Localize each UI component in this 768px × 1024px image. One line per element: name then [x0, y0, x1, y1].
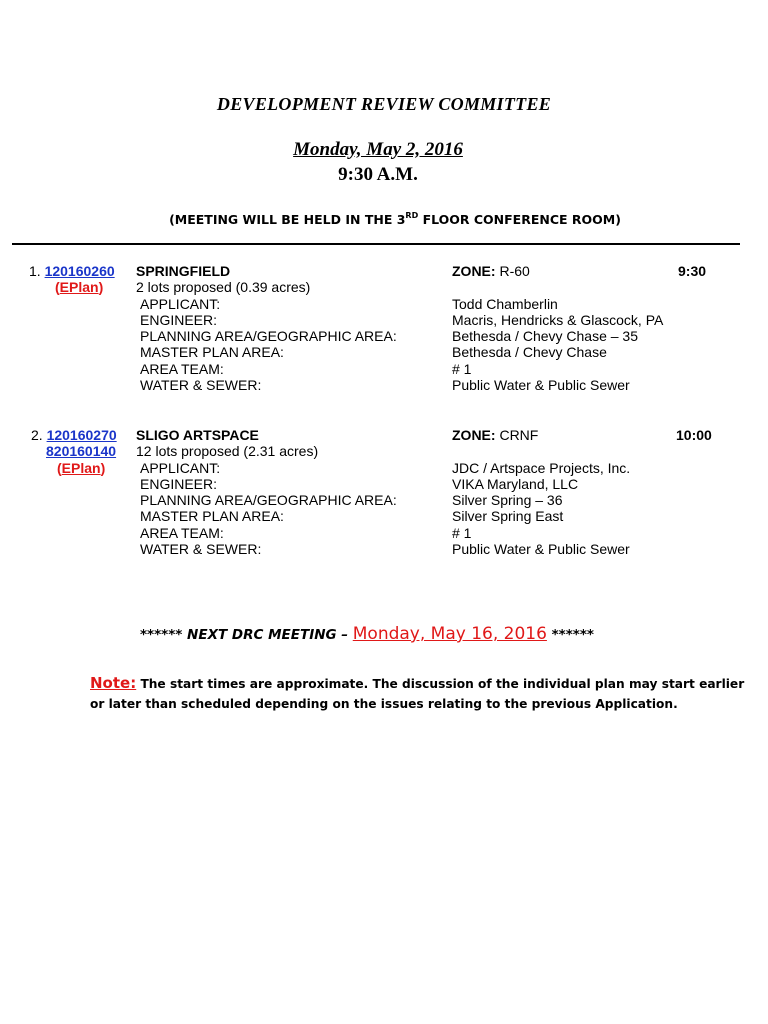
item-1-zone-label: ZONE:: [452, 263, 496, 279]
item-2-applicant: JDC / Artspace Projects, Inc.: [452, 460, 631, 476]
item-2-zone: [452, 427, 538, 443]
item-2-eplan-text[interactable]: EPlan: [61, 460, 101, 476]
item-2-zone-value: CRNF: [499, 427, 539, 443]
item-1-area-team: # 1: [452, 361, 472, 377]
note-label: Note:: [90, 674, 137, 692]
note-paragraph: [90, 673, 750, 714]
location-text: (MEETING WILL BE HELD IN THE 3: [169, 212, 406, 227]
meeting-time: 9:30 A.M.: [338, 164, 418, 185]
item-1-number-row: [29, 263, 115, 279]
document-title: DEVELOPMENT REVIEW COMMITTEE: [216, 94, 552, 114]
next-meeting-suffix: ******: [546, 627, 594, 643]
location-superscript: RD: [405, 211, 419, 220]
item-2-master-plan: Silver Spring East: [452, 508, 564, 524]
item-1-planning-area: Bethesda / Chevy Chase – 35: [452, 328, 639, 344]
item-1-lots: 2 lots proposed (0.39 acres): [136, 279, 311, 295]
item-1-engineer: Macris, Hendricks & Glascock, PA: [452, 312, 664, 328]
item-2-plan-link-2-row: [46, 443, 116, 459]
item-2-number: 2.: [31, 427, 43, 443]
item-2-engineer-label: ENGINEER:: [140, 476, 218, 492]
note-text: The start times are approximate. The discussion of the individual plan may start earlier or later than scheduled depending on the issues relating to the previous Application.: [90, 677, 745, 711]
header-divider: [12, 243, 740, 245]
item-2-name: SLIGO ARTSPACE: [136, 427, 259, 443]
item-2-water-sewer-label: WATER & SEWER:: [140, 541, 262, 557]
item-1-applicant-label: APPLICANT:: [140, 296, 221, 312]
meeting-date: Monday, May 2, 2016: [293, 139, 463, 160]
item-1-time: 9:30: [678, 263, 707, 279]
location-text-end: FLOOR CONFERENCE ROOM): [418, 212, 621, 227]
item-1-water-sewer: Public Water & Public Sewer: [452, 377, 630, 393]
item-1-zone: [452, 263, 530, 279]
item-2-planning-area: Silver Spring – 36: [452, 492, 563, 508]
item-2-area-team-label: AREA TEAM:: [140, 525, 224, 541]
item-2-planning-label: PLANNING AREA/GEOGRAPHIC AREA:: [140, 492, 397, 508]
next-meeting-date: Monday, May 16, 2016: [352, 624, 547, 644]
item-2-area-team: # 1: [452, 525, 472, 541]
item-2-applicant-label: APPLICANT:: [140, 460, 221, 476]
item-2-lots: 12 lots proposed (2.31 acres): [136, 443, 319, 459]
item-1-water-sewer-label: WATER & SEWER:: [140, 377, 262, 393]
item-1-number: 1.: [29, 263, 41, 279]
item-2-master-plan-label: MASTER PLAN AREA:: [140, 508, 284, 524]
item-1-plan-link[interactable]: 120160260: [44, 263, 115, 279]
item-1-master-plan-label: MASTER PLAN AREA:: [140, 344, 284, 360]
item-1-planning-label: PLANNING AREA/GEOGRAPHIC AREA:: [140, 328, 397, 344]
meeting-location: [0, 211, 768, 227]
item-2-plan-link-1[interactable]: 120160270: [46, 427, 117, 443]
item-1-name: SPRINGFIELD: [136, 263, 231, 279]
item-2-eplan-link[interactable]: (EPlan): [57, 460, 106, 476]
item-1-applicant: Todd Chamberlin: [452, 296, 558, 312]
item-2-number-row: [31, 427, 117, 443]
item-1-master-plan: Bethesda / Chevy Chase: [452, 344, 607, 360]
next-meeting-prefix: ****** NEXT DRC MEETING –: [140, 627, 353, 643]
item-1-zone-value: R-60: [499, 263, 530, 279]
item-2-time: 10:00: [676, 427, 712, 443]
item-2-engineer: VIKA Maryland, LLC: [452, 476, 579, 492]
item-1-eplan-text[interactable]: EPlan: [59, 279, 99, 295]
item-2-zone-label: ZONE:: [452, 427, 496, 443]
item-2-water-sewer: Public Water & Public Sewer: [452, 541, 630, 557]
item-2-plan-link-2[interactable]: 820160140: [46, 443, 117, 459]
item-1-engineer-label: ENGINEER:: [140, 312, 218, 328]
item-1-eplan-link[interactable]: (EPlan): [55, 279, 104, 295]
next-meeting: [0, 624, 734, 644]
item-1-area-team-label: AREA TEAM:: [140, 361, 224, 377]
